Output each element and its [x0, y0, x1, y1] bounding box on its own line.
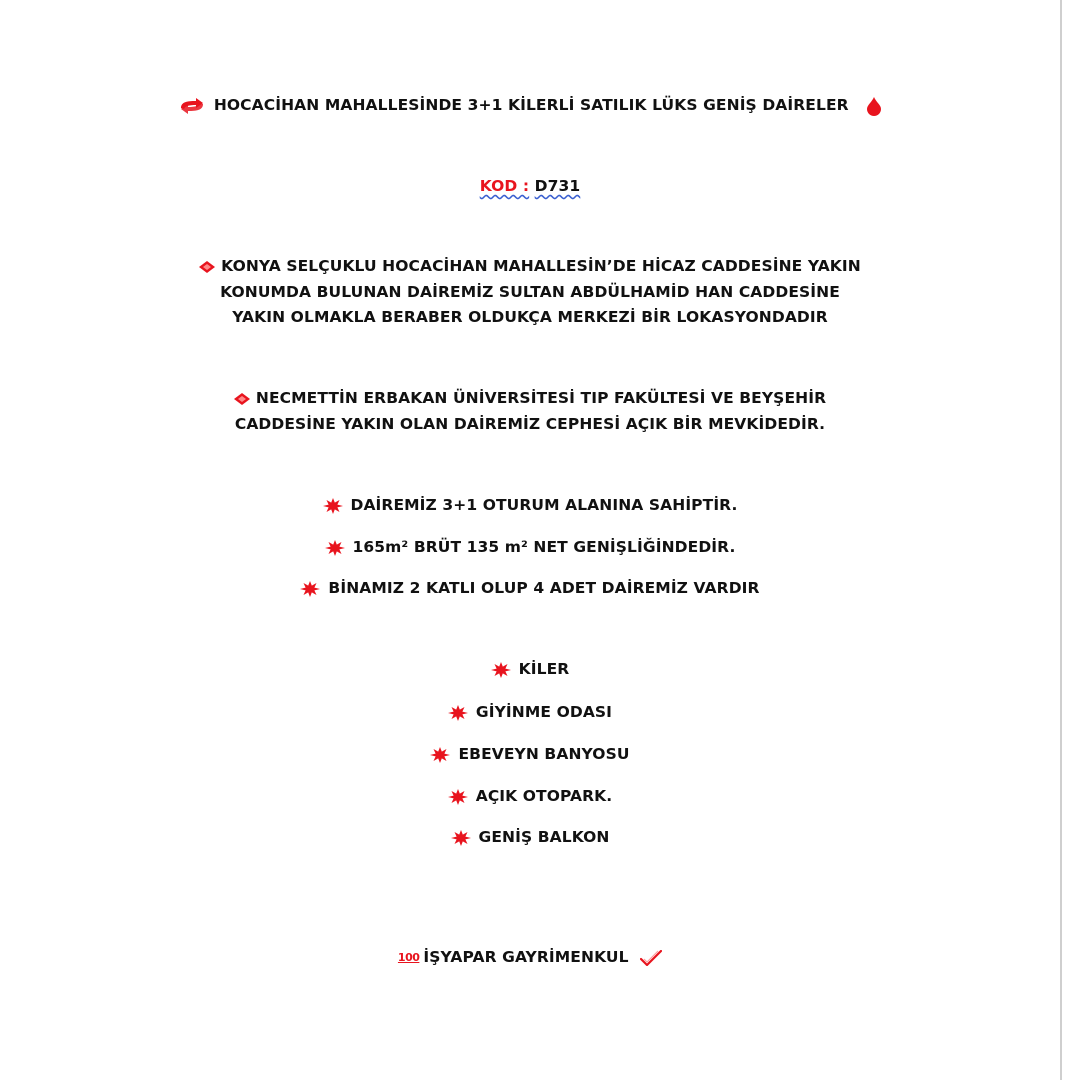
red-star-icon [430, 747, 450, 763]
feature-item: GENİŞ BALKON [0, 825, 1060, 849]
repeat-arrows-icon [178, 97, 206, 115]
red-star-icon [323, 498, 343, 514]
red-star-icon [300, 581, 320, 597]
diamond-icon [199, 261, 215, 273]
red-star-icon [325, 540, 345, 556]
red-star-icon [448, 789, 468, 805]
feature-item: KİLER [0, 657, 1060, 681]
diamond-icon [234, 393, 250, 405]
paragraph1-line-2: KONUMDA BULUNAN DAİREMİZ SULTAN ABDÜLHAMİD HAN CADDESİNE [220, 283, 840, 301]
hundred-points-icon: 100 [397, 950, 420, 964]
detail-item: 165m² BRÜT 135 m² NET GENİŞLİĞİNDEDİR. [0, 535, 1060, 559]
detail-item: DAİREMİZ 3+1 OTURUM ALANINA SAHİPTİR. [0, 493, 1060, 517]
paragraph2-line-2: CADDESİNE YAKIN OLAN DAİREMİZ CEPHESİ AÇIK BİR MEVKİDEDİR. [234, 415, 826, 433]
paragraph1-line-1: KONYA SELÇUKLU HOCACİHAN MAHALLESİN’DE HİCAZ CADDESİNE YAKIN [0, 254, 1060, 278]
feature-item: EBEVEYN BANYOSU [0, 742, 1060, 766]
paragraph2-line-1: NECMETTİN ERBAKAN ÜNİVERSİTESİ TIP FAKÜLTESİ VE BEYŞEHİR [0, 386, 1060, 410]
paragraph1-line-3: YAKIN OLMAKLA BERABER OLDUKÇA MERKEZİ BİR LOKASYONDADIR [232, 308, 828, 326]
feature-item: GİYİNME ODASI [0, 700, 1060, 724]
red-star-icon [451, 830, 471, 846]
title-text: HOCACİHAN MAHALLESİNDE 3+1 KİLERLİ SATILIK LÜKS GENİŞ DAİRELER [213, 96, 849, 114]
red-star-icon [448, 705, 468, 721]
page-edge [1060, 0, 1062, 1080]
drop-icon [866, 96, 882, 116]
detail-item: BİNAMIZ 2 KATLI OLUP 4 ADET DAİREMİZ VARDIR [0, 576, 1060, 600]
agency-signature [0, 945, 1060, 970]
listing-title [0, 93, 1060, 117]
agency-name: İŞYAPAR GAYRİMENKUL [423, 948, 629, 966]
red-star-icon [491, 662, 511, 678]
code-value: D731 [534, 177, 581, 195]
listing-code [0, 174, 1060, 198]
check-mark-icon [640, 950, 662, 966]
code-label: KOD : [479, 177, 530, 195]
feature-item: AÇIK OTOPARK. [0, 784, 1060, 808]
